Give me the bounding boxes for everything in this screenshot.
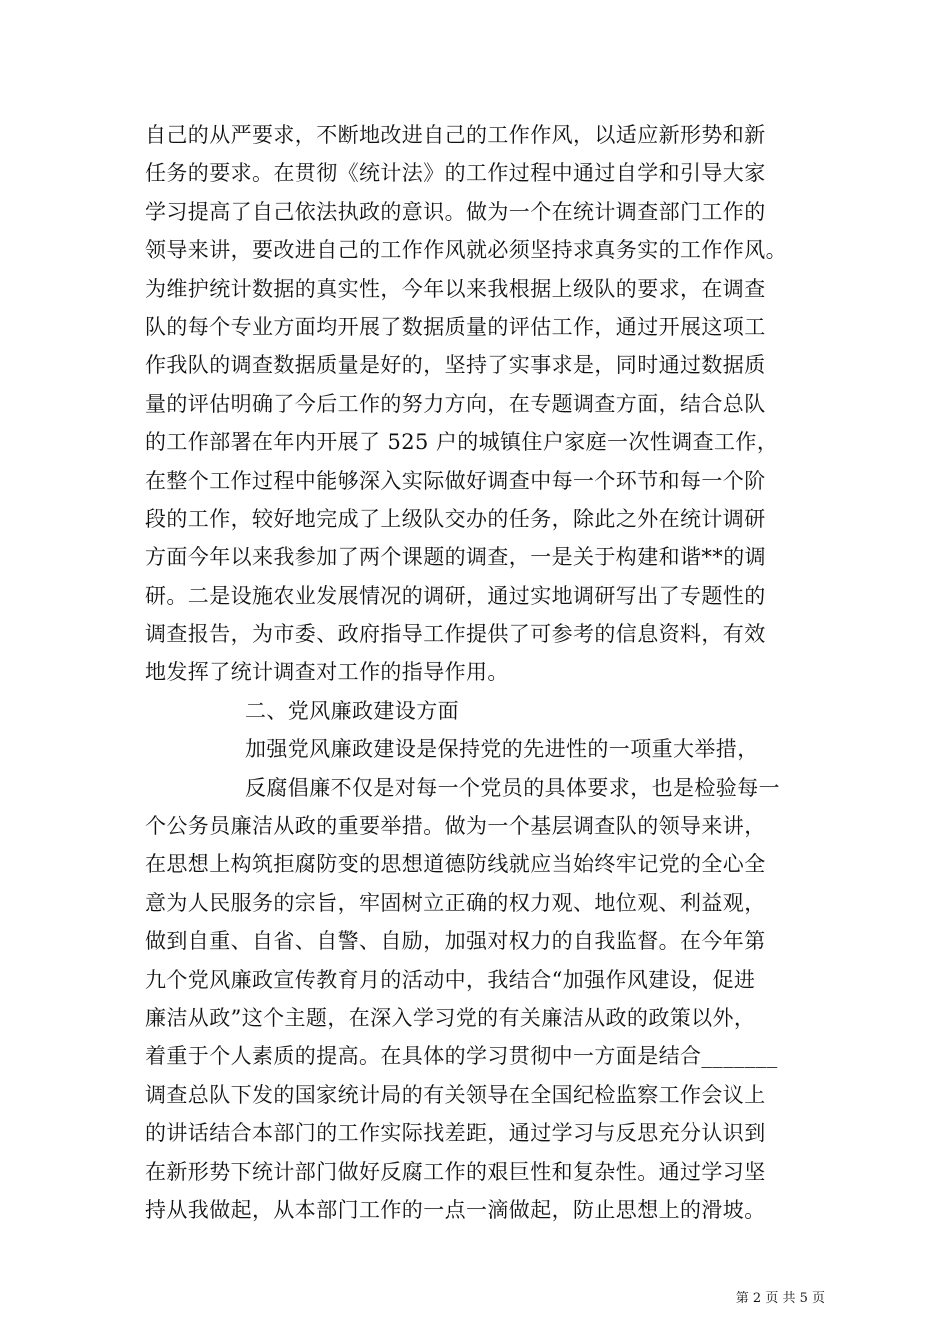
- text-line: 作我队的调查数据质量是好的，坚持了实事求是，同时通过数据质: [145, 353, 766, 378]
- text-line: 学习提高了自己依法执政的意识。做为一个在统计调查部门工作的: [145, 199, 766, 224]
- text-line: 着重于个人素质的提高。在具体的学习贯彻中一方面是结合_______: [145, 1044, 778, 1069]
- text-line: 段的工作，较好地完成了上级队交办的任务，除此之外在统计调研: [145, 506, 766, 531]
- text-line: 在新形势下统计部门做好反腐工作的艰巨性和复杂性。通过学习坚: [145, 1159, 766, 1184]
- page-number-footer: 第 2 页 共 5 页: [735, 1291, 825, 1306]
- text-line: 意为人民服务的宗旨，牢固树立正确的权力观、地位观、利益观，: [145, 890, 766, 915]
- text-line: 廉洁从政”这个主题，在深入学习党的有关廉洁从政的政策以外，: [145, 1005, 756, 1030]
- text-line: 在思想上构筑拒腐防变的思想道德防线就应当始终牢记党的全心全: [145, 852, 766, 877]
- text-line: 加强党风廉政建设是保持党的先进性的一项重大举措，: [245, 737, 759, 762]
- text-line: 九个党风廉政宣传教育月的活动中，我结合“加强作风建设，促进: [145, 967, 756, 992]
- body-text: [145, 116, 825, 1229]
- text-line: 研。二是设施农业发展情况的调研，通过实地调研写出了专题性的: [145, 583, 766, 608]
- text-line: 的工作部署在年内开展了 525 户的城镇住户家庭一次性调查工作，: [145, 430, 779, 455]
- text-line: 个公务员廉洁从政的重要举措。做为一个基层调查队的领导来讲，: [145, 814, 766, 839]
- text-line: 领导来讲，要改进自己的工作作风就必须坚持求真务实的工作作风。: [145, 238, 787, 263]
- text-line: 的讲话结合本部门的工作实际找差距，通过学习与反思充分认识到: [145, 1121, 766, 1146]
- section-heading: 二、党风廉政建设方面: [245, 698, 459, 723]
- text-line: 方面今年以来我参加了两个课题的调查，一是关于构建和谐**的调: [145, 545, 766, 570]
- text-line: 队的每个专业方面均开展了数据质量的评估工作，通过开展这项工: [145, 314, 766, 339]
- text-line: 做到自重、自省、自警、自励，加强对权力的自我监督。在今年第: [145, 929, 766, 954]
- text-line: 反腐倡廉不仅是对每一个党员的具体要求，也是检验每一: [245, 775, 780, 800]
- text-line: 量的评估明确了今后工作的努力方向，在专题调查方面，结合总队: [145, 391, 766, 416]
- text-line: 地发挥了统计调查对工作的指导作用。: [145, 660, 509, 685]
- text-line: 任务的要求。在贯彻《统计法》的工作过程中通过自学和引导大家: [145, 161, 766, 186]
- text-line: 调查总队下发的国家统计局的有关领导在全国纪检监察工作会议上: [145, 1082, 766, 1107]
- text-line: 自己的从严要求，不断地改进自己的工作作风，以适应新形势和新: [145, 123, 766, 147]
- text-line: 为维护统计数据的真实性，今年以来我根据上级队的要求，在调查: [145, 276, 766, 301]
- text-line: 持从我做起，从本部门工作的一点一滴做起，防止思想上的滑坡。: [145, 1197, 766, 1222]
- text-line: 在整个工作过程中能够深入实际做好调查中每一个环节和每一个阶: [145, 468, 766, 493]
- text-line: 调查报告，为市委、政府指导工作提供了可参考的信息资料，有效: [145, 622, 766, 647]
